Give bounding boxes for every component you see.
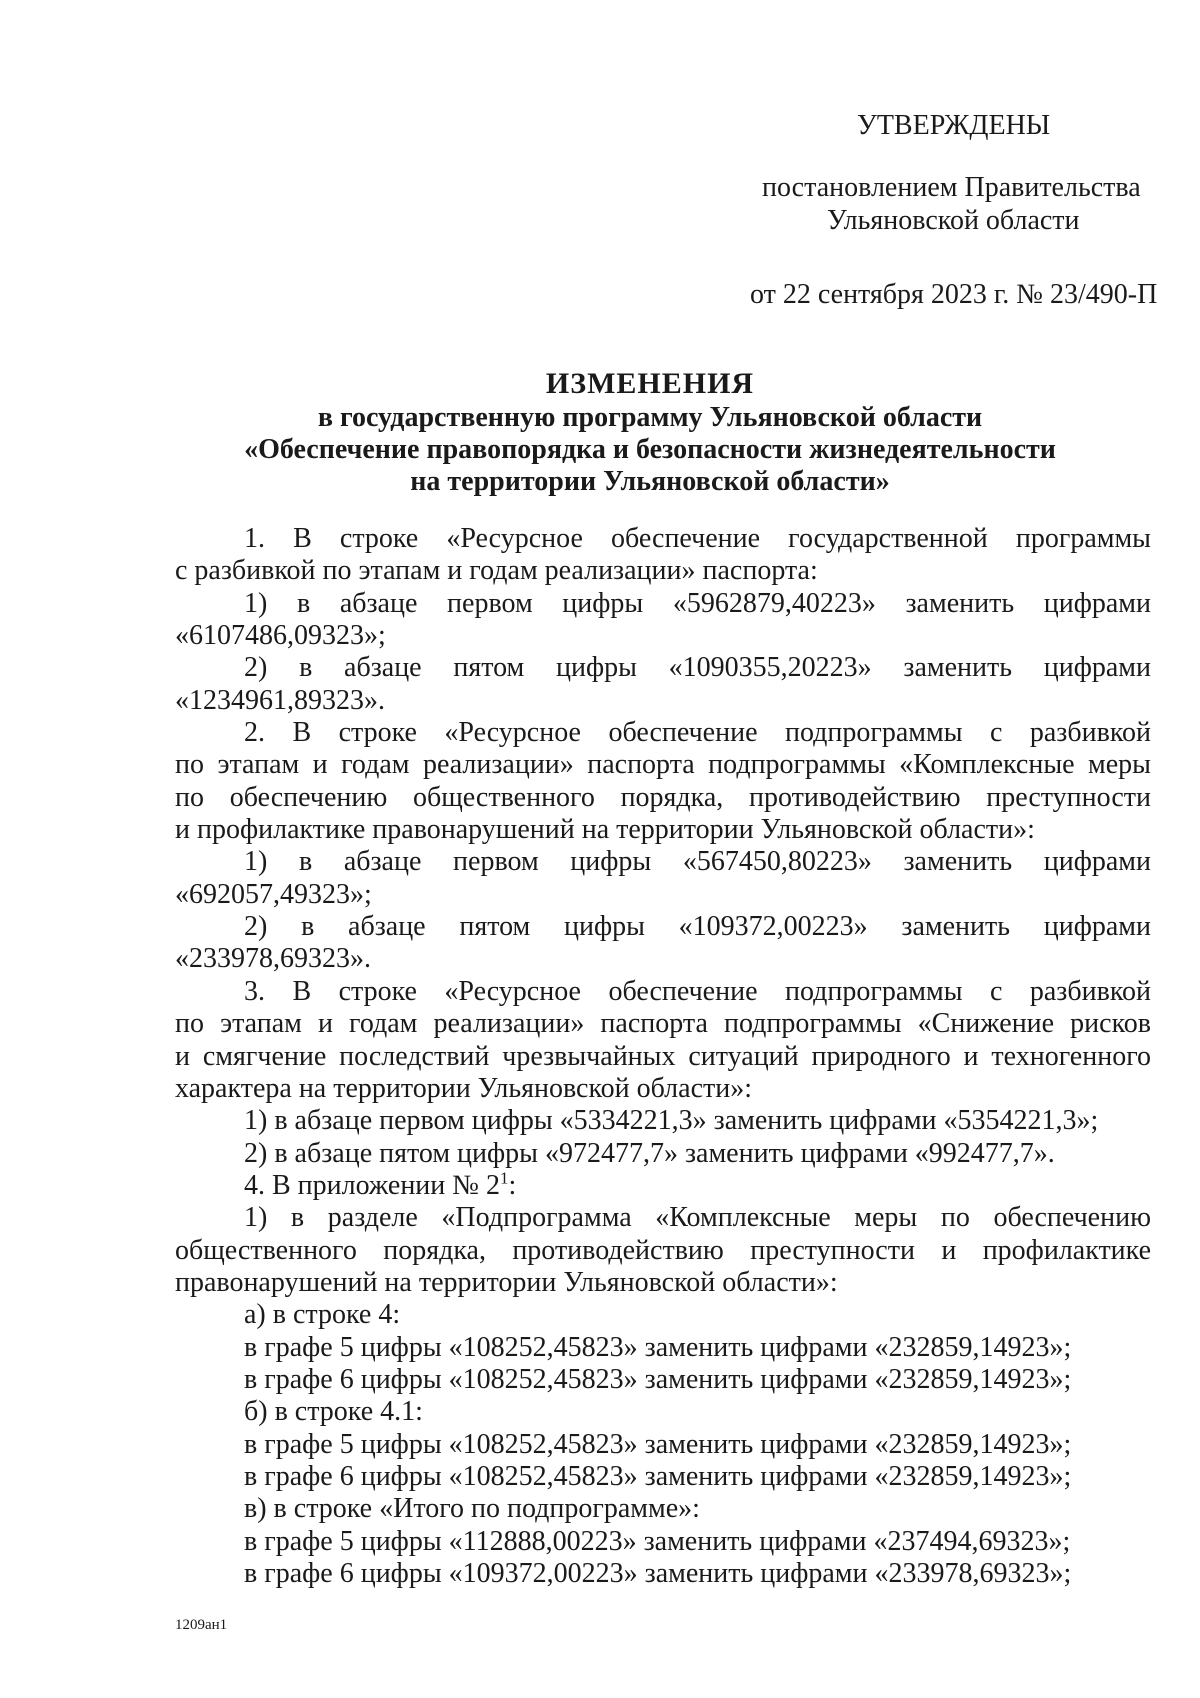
body-line: 2) в абзаце пятом цифры «972477,7» заменить цифрами «992477,7». — [244, 1137, 1055, 1169]
body-line: общественного порядка, противодействию преступности и профилактике — [175, 1234, 1151, 1266]
body-line: и смягчение последствий чрезвычайных ситуаций природного и техногенного — [175, 1040, 1151, 1072]
body-line: 2. В строке «Ресурсное обеспечение подпрограммы с разбивкой — [244, 717, 1151, 749]
body-line: б) в строке 4.1: — [244, 1396, 423, 1428]
appendix-colon: : — [508, 1169, 517, 1201]
approval-heading: УТВЕРЖДЕНЫ — [857, 110, 1051, 141]
appendix-superscript: 1 — [500, 1168, 509, 1188]
body-line: характера на территории Ульяновской области»: — [175, 1072, 753, 1104]
body-line: с разбивкой по этапам и годам реализации» паспорта: — [175, 555, 818, 587]
body-line: 2) в абзаце пятом цифры «109372,00223» заменить цифрами — [244, 911, 1151, 943]
body-line: 1) в абзаце первом цифры «567450,80223» заменить цифрами — [244, 846, 1151, 878]
document-body — [175, 523, 1151, 1590]
body-line: по обеспечению общественного порядка, противодействию преступности — [175, 781, 1151, 813]
body-line: а) в строке 4: — [244, 1299, 401, 1331]
body-line: 1. В строке «Ресурсное обеспечение государственной программы — [244, 523, 1151, 554]
body-line: «6107486,09323»; — [175, 620, 386, 652]
body-line: «692057,49323»; — [175, 878, 372, 910]
approval-line-1: постановлением Правительства — [762, 172, 1141, 203]
body-line: «1234961,89323». — [175, 684, 385, 716]
title-line-3: на территории Ульяновской области» — [410, 466, 890, 497]
approval-line-2: Ульяновской области — [827, 205, 1080, 236]
body-line: по этапам и годам реализации» паспорта подпрограммы «Комплексные меры — [175, 749, 1151, 781]
body-line: правонарушений на территории Ульяновской области»: — [175, 1266, 838, 1298]
body-line: в графе 5 цифры «108252,45823» заменить цифрами «232859,14923»; — [244, 1331, 1072, 1363]
body-line: и профилактике правонарушений на территории Ульяновской области»: — [175, 814, 1035, 846]
title-heading: ИЗМЕНЕНИЯ — [545, 367, 755, 400]
body-line: по этапам и годам реализации» паспорта подпрограммы «Снижение рисков — [175, 1008, 1151, 1040]
body-line-appendix — [175, 1170, 1151, 1202]
title-line-1: в государственную программу Ульяновской области — [317, 402, 983, 433]
body-line: в графе 6 цифры «108252,45823» заменить цифрами «232859,14923»; — [244, 1460, 1072, 1492]
body-line: 1) в разделе «Подпрограмма «Комплексные меры по обеспечению — [244, 1202, 1151, 1234]
approval-date-number: от 22 сентября 2023 г. № 23/490-П — [750, 279, 1158, 310]
body-line: «233978,69323». — [175, 943, 371, 975]
title-line-2: «Обеспечение правопорядка и безопасности жизнедеятельности — [244, 434, 1056, 465]
body-line: в графе 5 цифры «112888,00223» заменить цифрами «237494,69323»; — [244, 1525, 1071, 1557]
body-line: 2) в абзаце пятом цифры «1090355,20223» заменить цифрами — [244, 652, 1151, 684]
body-line: в графе 5 цифры «108252,45823» заменить цифрами «232859,14923»; — [244, 1428, 1072, 1460]
body-line: в графе 6 цифры «109372,00223» заменить цифрами «233978,69323»; — [244, 1558, 1072, 1589]
body-line: 3. В строке «Ресурсное обеспечение подпрограммы с разбивкой — [244, 975, 1151, 1007]
body-line: 1) в абзаце первом цифры «5334221,3» заменить цифрами «5354221,3»; — [244, 1105, 1099, 1137]
body-line: в) в строке «Итого по подпрограмме»: — [244, 1493, 700, 1525]
body-line: 1) в абзаце первом цифры «5962879,40223» заменить цифрами — [244, 587, 1151, 619]
body-line: в графе 6 цифры «108252,45823» заменить цифрами «232859,14923»; — [244, 1363, 1072, 1395]
document-title — [150, 365, 1150, 498]
document-code: 1209ан1 — [175, 1617, 228, 1633]
appendix-text: 4. В приложении № 2 — [244, 1169, 500, 1201]
